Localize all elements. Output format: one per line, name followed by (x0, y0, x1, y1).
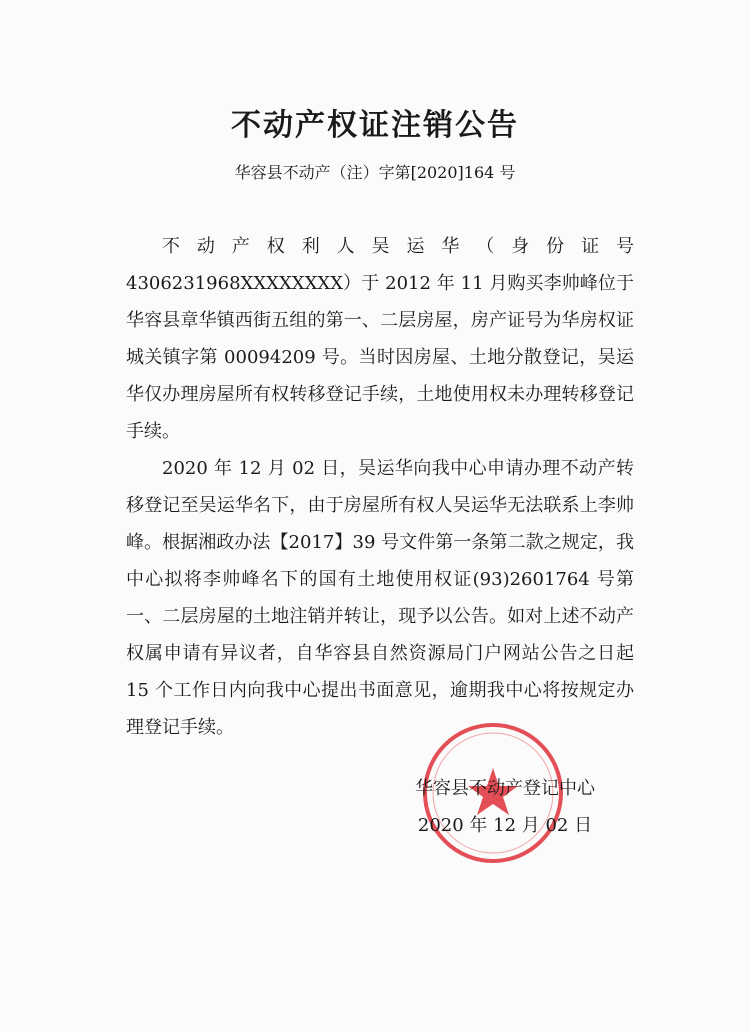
signature-date: 2020 年 12 月 02 日 (417, 815, 593, 836)
document-body (126, 228, 634, 746)
document-number: 华容县不动产（注）字第[2020]164 号 (234, 163, 516, 182)
signature-org: 华容县不动产登记中心 (415, 778, 595, 799)
paragraph-1: 不动产权利人吴运华（身份证号 4306231968XXXXXXXX）于 2012 年 11 月购买李帅峰位于华容县章华镇西街五组的第一、二层房屋，房产证号为华房权证城关镇字第 00094209 号。当时因房屋、土地分散登记，吴运华仅办理房屋所有权转移登记手续，土地使用权未办理转移登记手续。 (126, 236, 634, 442)
signature-block (395, 770, 615, 844)
document-title: 不动产权证注销公告 (231, 108, 519, 143)
paragraph-2: 2020 年 12 月 02 日，吴运华向我中心申请办理不动产转移登记至吴运华名下，由于房屋所有权人吴运华无法联系上李帅峰。根据湘政办法【2017】39 号文件第一条第二款之规定，我中心拟将李帅峰名下的国有土地使用权证(93)2601764 号第一、二层房屋的土地注销并转让，现予以公告。如对上述不动产权属申请有异议者，自华容县自然资源局门户网站公告之日起 15 个工作日内向我中心提出书面意见，逾期我中心将按规定办理登记手续。 (126, 458, 634, 738)
